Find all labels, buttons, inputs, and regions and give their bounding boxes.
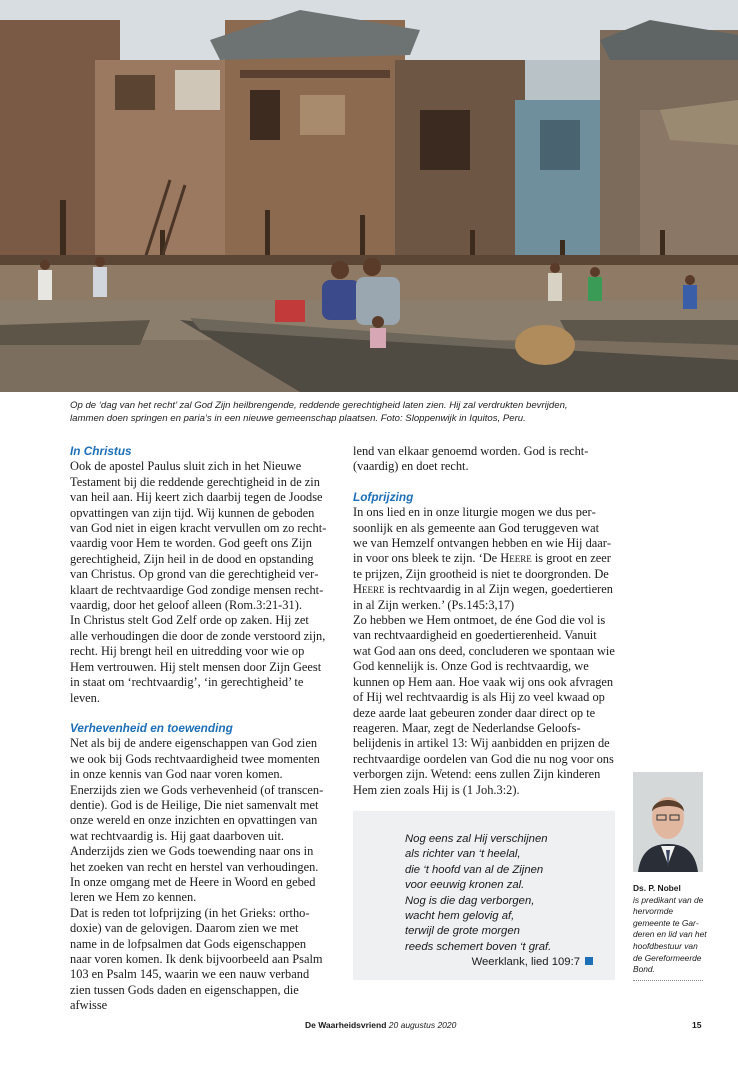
hymn-line: reeds schemert boven ‘t graf. xyxy=(405,940,552,953)
footer xyxy=(305,1020,456,1030)
hymn-line: Nog eens zal Hij verschijnen xyxy=(405,833,548,845)
subheading-verhevenheid: Verhevenheid en toewending xyxy=(70,720,233,735)
paragraph: lend van elkaar genoemd worden. God is recht(vaardig) en doet recht. xyxy=(353,444,589,474)
paragraph xyxy=(353,505,615,613)
hymn-line: die ‘t hoofd van al de Zijnen xyxy=(405,863,544,876)
text-run: In ons lied en in onze liturgie mogen we dus persoonlijk en als gemeente aan God teruggeven wat we van Hemzelf ontvangen hebben en wie Hij daarin voor ons bleek te zijn. ‘De xyxy=(353,505,612,566)
hymn-source xyxy=(472,956,593,968)
caption-line: Op de ‘dag van het recht’ zal God Zijn heilbrengende, reddende gerechtigheid laten zien. Hij zal verdrukten bevrijden, xyxy=(70,400,568,411)
author-bio xyxy=(633,883,709,976)
caption-line: lammen doen springen en paria’s in een nieuwe gemeenschap plaatsen. Foto: Sloppenwijk in Iquitos, Peru. xyxy=(70,412,526,424)
divine-name: Heere xyxy=(353,582,385,597)
paragraph: Ook de apostel Paulus sluit zich in het Nieuwe Testament bij die reddende gerechtigheid in de zin van heil aan. Hij keert zich daarbij tegen de Joodse opvattingen van zijn tijd. Wij kunnen de geboden van God niet in eigen kracht vervullen om zo rechtvaardig voor Hem te worden. God geeft ons Zijn gerechtigheid, Zijn heil in de dood en opstanding van Christus. Op grond van die gerechtigheid verklaart de rechtvaardige God zondige mensen rechtvaardig, door het geloof alleen (Rom.3:21-31). xyxy=(70,459,327,613)
divine-name: Heere xyxy=(500,551,532,566)
hymn-line: wacht hem gelovig af, xyxy=(405,910,515,923)
header-photo xyxy=(0,0,738,392)
subheading-lofprijzing: Lofprijzing xyxy=(353,489,414,504)
issue-date: 20 augustus 2020 xyxy=(388,1020,457,1030)
hymn-line: Nog is die dag verborgen, xyxy=(405,894,535,907)
end-mark-icon xyxy=(585,957,593,965)
paragraph: Anderzijds zien we Gods toewending naar ons in het zoeken van recht en herstel van verhoudingen. In onze omgang met de Heere in Woord en gebed leren we Hem zo kennen. xyxy=(70,844,319,905)
slum-photo-illustration xyxy=(0,0,738,392)
publication-name: De Waarheidsvriend xyxy=(305,1020,387,1030)
column-left xyxy=(70,444,328,1014)
hymn-line: als richter van ‘t heelal, xyxy=(405,848,521,861)
divider xyxy=(633,980,703,981)
subheading-in-christus: In Christus xyxy=(70,444,132,458)
paragraph: Net als bij de andere eigenschappen van God zien we ook bij Gods rechtvaardigheid twee momenten in onze kennis van God naar voren komen. Enerzijds zien we Gods verhevenheid (of transcendentie). God is de Heilige, Die niet samenvalt met onze wereld en onze inzichten en opvattingen van wat rechtvaardig is. Hij gaat daarboven uit. xyxy=(70,736,324,843)
paragraph: Dat is reden tot lofprijzing (in het Grieks: orthodoxie) van de gelovigen. Daarom zien we met name in de lofpsalmen dat Gods eigenschappen naar voren komen. Ik denk bijvoorbeeld aan Psalm 103 en Psalm 145, waarin we een nauw verband zien tussen Gods daden en eigenschappen, die afwisse xyxy=(70,905,323,1013)
column-right xyxy=(353,444,615,798)
hymn-lines xyxy=(405,832,551,955)
hymn-line: voor eeuwig kronen zal. xyxy=(405,879,525,892)
hymn-line: terwijl de grote morgen xyxy=(405,925,520,938)
hymn-quote-box xyxy=(353,811,615,980)
author-portrait xyxy=(633,772,703,872)
photo-caption xyxy=(70,400,610,425)
paragraph: In Christus stelt God Zelf orde op zaken. Hij zet alle verhoudingen die door de zonde verstoord zijn, recht. Hij brengt heil en uitredding voor wie op Hem vertrouwen. Hij stelt mensen door Zijn Geest in staat om ‘rechtvaardig’, ‘in gerechtigheid’ te leven. xyxy=(70,613,326,705)
author-name: Ds. P. Nobel xyxy=(633,883,681,893)
author-description: is predikant van de hervormde gemeente te Garderen en lid van het hoofdbestuur van de Gereformeerde Bond. xyxy=(633,894,707,975)
page-number: 15 xyxy=(692,1020,702,1030)
text-run: is groot en zeer te prijzen, Zijn grootheid is niet te doorgronden. De xyxy=(353,551,611,581)
text-run: is rechtvaardig in al Zijn wegen, goedertieren in al Zijn werken.’ (Ps.145:3,17) xyxy=(353,582,613,612)
paragraph: Zo hebben we Hem ontmoet, de éne God die vol is van rechtvaardigheid en goedertierenheid. Vanuit wat God aan ons deed, concluderen we spontaan wie God kennelijk is. Onze God is rechtvaardig, we kunnen op Hem aan. Hoe vaak wij ons ook afvragen of Hij wel rechtvaardig is als Hij zo veel kwaad op deze aarde laat gebeuren zonder daar direct op te reageren. Maar, zegt de Nederlandse Geloofsbelijdenis in artikel 13: Wij aanbidden en prijzen de rechtvaardige oordelen van God die nu nog voor ons verborgen zijn. Wetend: eens zullen Zijn kinderen Hem zien zoals Hij is (1 Joh.3:2). xyxy=(353,613,615,797)
portrait-illustration xyxy=(633,772,703,872)
hymn-source-text: Weerklank, lied 109:7 xyxy=(471,956,580,968)
